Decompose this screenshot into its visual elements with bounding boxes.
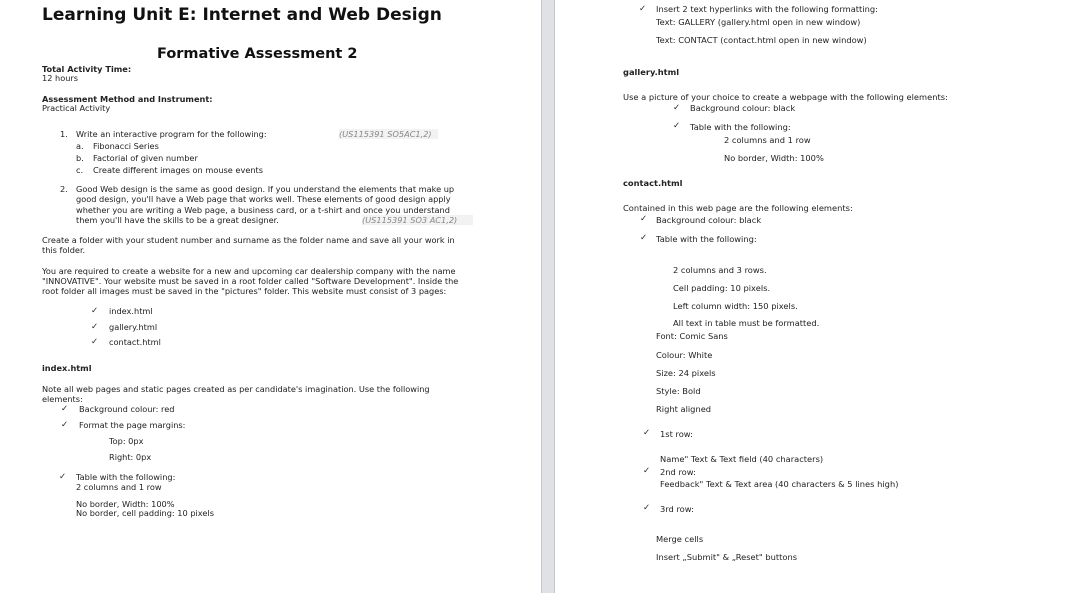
- index-table: Table with the following:: [76, 472, 176, 482]
- q2-number: 2.: [60, 184, 68, 194]
- website-instructions: "INNOVATIVE". Your website must be saved in a root folder called "Software Development". Inside the: [42, 276, 459, 286]
- row2-label: 2nd row:: [660, 467, 696, 477]
- contact-all-text: All text in table must be formatted.: [673, 318, 820, 328]
- page-list-item: index.html: [109, 306, 153, 316]
- row2-desc: Feedback" Text & Text area (40 characters & 5 lines high): [660, 479, 899, 489]
- margin-top: Top: 0px: [109, 436, 144, 446]
- contact-bg: Background colour: black: [656, 215, 762, 225]
- checkmark-icon: ✓: [673, 121, 681, 131]
- q1-number: 1.: [60, 129, 68, 139]
- contact-heading: contact.html: [623, 178, 683, 188]
- right-page: [556, 0, 1091, 593]
- checkmark-icon: ✓: [639, 4, 647, 14]
- assessment-title: Formative Assessment 2: [157, 46, 358, 62]
- contact-cols: 2 columns and 3 rows.: [673, 265, 767, 275]
- checkmark-icon: ✓: [643, 503, 651, 513]
- page-gutter: [541, 0, 555, 593]
- index-cell-padding: No border, cell padding: 10 pixels: [76, 508, 214, 518]
- contact-intro: Contained in this web page are the following elements:: [623, 203, 853, 213]
- checkmark-icon: ✓: [643, 466, 651, 476]
- gallery-table: Table with the following:: [690, 122, 791, 132]
- checkmark-icon: ✓: [61, 404, 69, 414]
- q1-item: Fibonacci Series: [93, 141, 159, 151]
- q1-item: Create different images on mouse events: [93, 165, 264, 175]
- q1-code: (US115391 SO5AC1,2): [339, 129, 438, 139]
- index-no-border: No border, Width: 100%: [76, 499, 175, 509]
- website-instructions: You are required to create a website for a new and upcoming car dealership company with the name: [42, 266, 456, 276]
- left-page: [0, 0, 540, 593]
- q1-item: Factorial of given number: [93, 153, 198, 163]
- method-value: Practical Activity: [42, 103, 111, 113]
- row3-label: 3rd row:: [660, 504, 694, 514]
- checkmark-icon: ✓: [640, 214, 648, 224]
- contact-padding: Cell padding: 10 pixels.: [673, 283, 771, 293]
- index-table-sub: 2 columns and 1 row: [76, 482, 162, 492]
- merge-cells: Merge cells: [656, 534, 704, 544]
- insert-buttons: Insert „Submit" & „Reset" buttons: [656, 552, 798, 562]
- gallery-table-cols: 2 columns and 1 row: [724, 135, 811, 145]
- document-title: Learning Unit E: Internet and Web Design: [42, 5, 442, 25]
- time-label: Total Activity Time:: [42, 64, 132, 74]
- index-note: elements:: [42, 394, 83, 404]
- index-bg: Background colour: red: [79, 404, 175, 414]
- q1-text: Write an interactive program for the following:: [76, 129, 267, 139]
- checkmark-icon: ✓: [59, 472, 67, 482]
- contact-link-spec: Text: CONTACT (contact.html open in new window): [656, 35, 867, 45]
- q2-line: them you'll have the skills to be a great designer.: [76, 215, 279, 225]
- checkmark-icon: ✓: [91, 306, 99, 316]
- gallery-bg: Background colour: black: [690, 103, 796, 113]
- folder-instructions: this folder.: [42, 245, 86, 255]
- margin-right: Right: 0px: [109, 452, 152, 462]
- index-margins: Format the page margins:: [79, 420, 186, 430]
- folder-instructions: Create a folder with your student number and surname as the folder name and save all your work in: [42, 235, 455, 245]
- checkmark-icon: ✓: [61, 420, 69, 430]
- q2-code: (US115391 SO3 AC1,2): [362, 215, 473, 225]
- checkmark-icon: ✓: [640, 233, 648, 243]
- row1-label: 1st row:: [660, 429, 693, 439]
- row1-desc: Name" Text & Text field (40 characters): [660, 454, 824, 464]
- hyperlinks-instruction: Insert 2 text hyperlinks with the following formatting:: [656, 4, 878, 14]
- q1-item-letter: a.: [76, 141, 84, 151]
- checkmark-icon: ✓: [673, 103, 681, 113]
- format-style: Style: Bold: [656, 386, 701, 396]
- format-size: Size: 24 pixels: [656, 368, 716, 378]
- page-list-item: gallery.html: [109, 322, 158, 332]
- page-list-item: contact.html: [109, 337, 161, 347]
- q1-item-letter: b.: [76, 153, 84, 163]
- contact-left-width: Left column width: 150 pixels.: [673, 301, 798, 311]
- checkmark-icon: ✓: [643, 428, 651, 438]
- index-note: Note all web pages and static pages created as per candidate's imagination. Use the following: [42, 384, 430, 394]
- format-colour: Colour: White: [656, 350, 713, 360]
- checkmark-icon: ✓: [91, 337, 99, 347]
- q1-item-letter: c.: [76, 165, 84, 175]
- checkmark-icon: ✓: [91, 322, 99, 332]
- gallery-intro: Use a picture of your choice to create a webpage with the following elements:: [623, 92, 948, 102]
- q2-line: whether you are writing a Web page, a business card, or a t-shirt and once you understand: [76, 205, 450, 215]
- index-heading: index.html: [42, 363, 92, 373]
- q2-line: good design, you'll have a Web page that works well. These elements of good design apply: [76, 194, 451, 204]
- method-label: Assessment Method and Instrument:: [42, 94, 213, 104]
- contact-table: Table with the following:: [656, 234, 757, 244]
- q2-line: Good Web design is the same as good design. If you understand the elements that make up: [76, 184, 455, 194]
- format-font: Font: Comic Sans: [656, 331, 728, 341]
- gallery-link-spec: Text: GALLERY (gallery.html open in new window): [656, 17, 861, 27]
- gallery-heading: gallery.html: [623, 67, 680, 77]
- time-value: 12 hours: [42, 73, 79, 83]
- format-align: Right aligned: [656, 404, 712, 414]
- website-instructions: root folder all images must be saved in the "pictures" folder. This website must consist of 3 pages:: [42, 286, 447, 296]
- gallery-table-border: No border, Width: 100%: [724, 153, 824, 163]
